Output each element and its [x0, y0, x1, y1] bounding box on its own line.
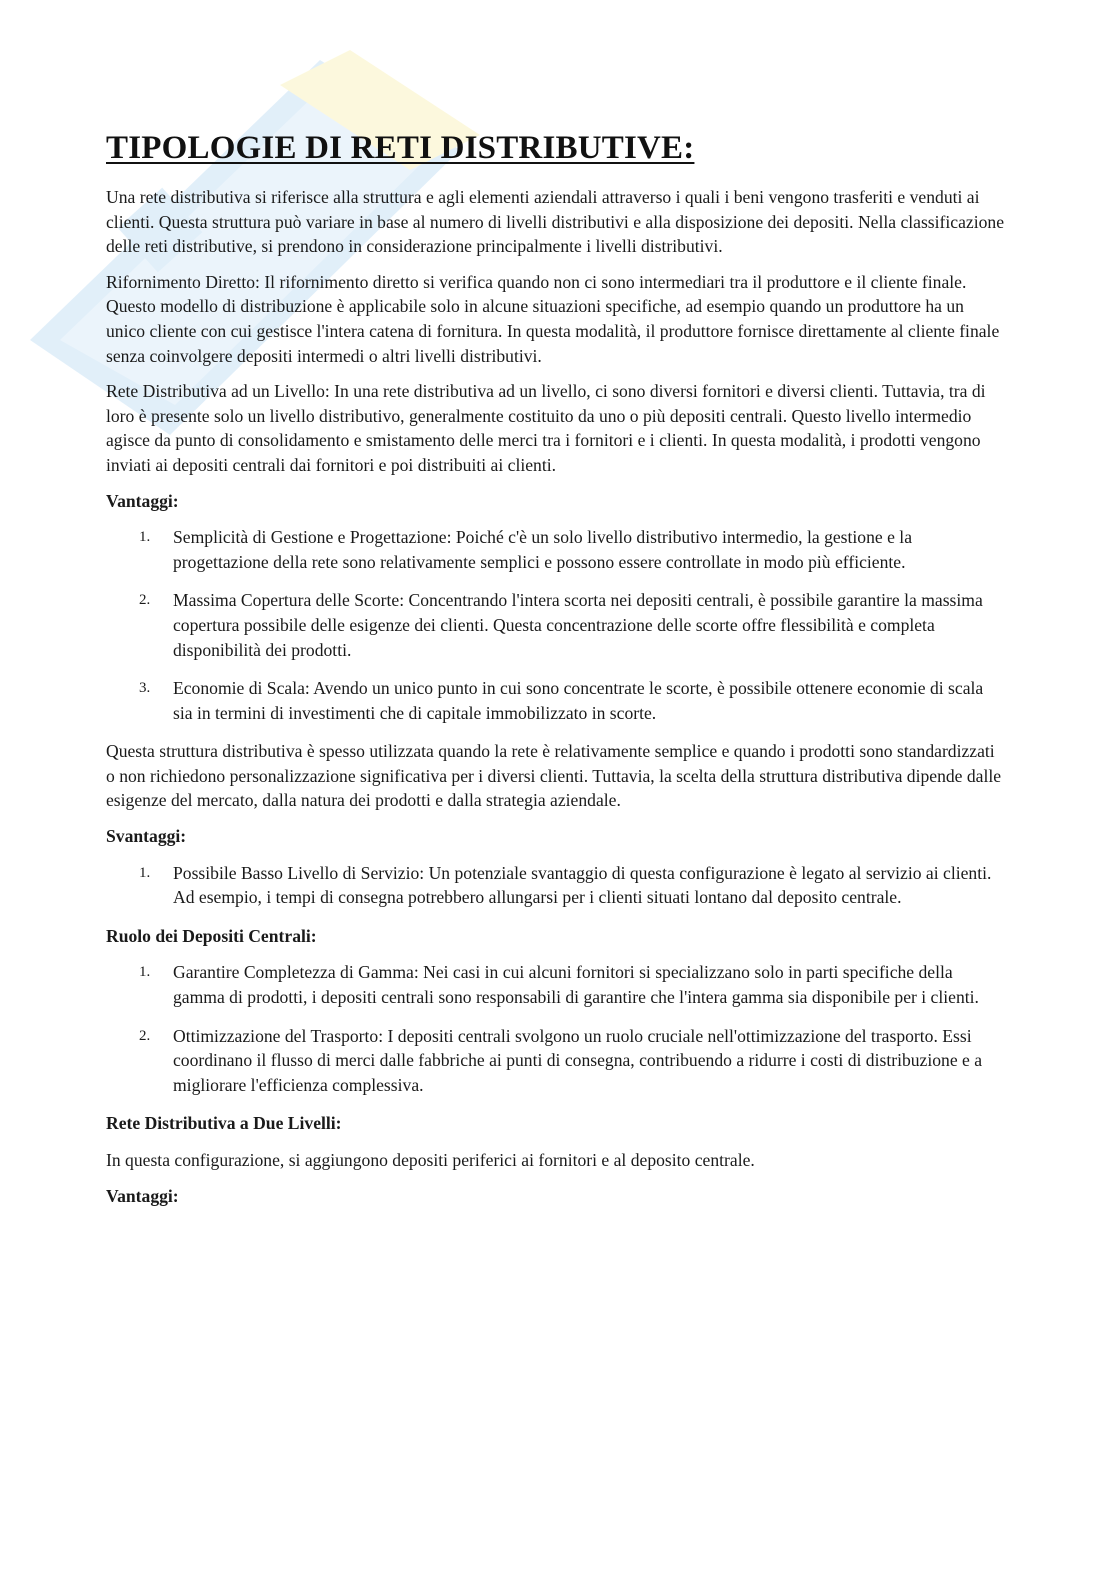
disadvantages-list [106, 861, 1006, 910]
list-item-text: Massima Copertura delle Scorte: Concentrando l'intera scorta nei depositi centrali, è possibile garantire la massima copertura possibile delle esigenze dei clienti. Questa concentrazione delle scorte offre flessibilità e completa disponibilità dei prodotti. [173, 590, 983, 660]
two-level-paragraph: In questa configurazione, si aggiungono depositi periferici ai fornitori e al deposito centrale. [106, 1150, 755, 1170]
list-item [106, 960, 1006, 1009]
central-role-heading: Ruolo dei Depositi Centrali: [106, 925, 317, 946]
list-item-number: 2. [139, 1027, 151, 1044]
central-role-list [106, 960, 1006, 1097]
advantages2-heading: Vantaggi: [106, 1185, 179, 1206]
advantages-heading: Vantaggi: [106, 490, 179, 511]
structure-note-paragraph: Questa struttura distributiva è spesso utilizzata quando la rete è relativamente semplice e quando i prodotti sono standardizzati o non richiedono personalizzazione significativa per i diversi clienti. Tuttavia, la scelta della struttura distributiva dipende dalle esigenze del mercato, dalla natura dei prodotti e dalla strategia aziendale. [106, 741, 1002, 811]
list-item [106, 861, 1006, 910]
direct-supply-paragraph: Rifornimento Diretto: Il rifornimento diretto si verifica quando non ci sono intermediari tra il produttore e il cliente finale. Questo modello di distribuzione è applicabile solo in alcune situazioni specifiche, ad esempio quando un produttore ha un unico cliente con cui gestisce l'intera catena di fornitura. In questa modalità, il produttore fornisce direttamente al cliente finale senza coinvolgere depositi intermedi o altri livelli distributivi. [106, 271, 1000, 366]
list-item-text: Economie di Scala: Avendo un unico punto in cui sono concentrate le scorte, è possibile ottenere economie di scala sia in termini di investimenti che di capitale immobilizzato in scorte. [173, 678, 984, 723]
list-item [106, 525, 1006, 574]
list-item [106, 588, 1006, 662]
document-page [106, 130, 1006, 1220]
list-item-number: 1. [139, 964, 151, 981]
one-level-paragraph: Rete Distributiva ad un Livello: In una rete distributiva ad un livello, ci sono diversi fornitori e diversi clienti. Tuttavia, tra di loro è presente solo un livello distributivo, generalmente costituito da uno o più depositi centrali. Questo livello intermedio agisce da punto di consolidamento e smistamento delle merci tra i fornitori e i clienti. In questa modalità, i prodotti vengono inviati ai depositi centrali dai fornitori e poi distribuiti ai clienti. [106, 381, 986, 475]
list-item-number: 1. [139, 864, 151, 881]
list-item-text: Ottimizzazione del Trasporto: I depositi centrali svolgono un ruolo cruciale nell'ottimizzazione del trasporto. Essi coordinano il flusso di merci dalle fabbriche ai punti di consegna, contribuendo a ridurre i costi di distribuzione e a migliorare l'efficienza complessiva. [173, 1025, 983, 1095]
intro-paragraph: Una rete distributiva si riferisce alla struttura e agli elementi aziendali attraverso i quali i beni vengono trasferiti e venduti ai clienti. Questa struttura può variare in base al numero di livelli distributivi e alla disposizione dei depositi. Nella classificazione delle reti distributive, si prendono in considerazione principalmente i livelli distributivi. [106, 187, 1005, 257]
list-item-text: Garantire Completezza di Gamma: Nei casi in cui alcuni fornitori si specializzano solo in parti specifiche della gamma di prodotti, i depositi centrali sono responsabili di garantire che l'intera gamma sia disponibile per i clienti. [173, 962, 979, 1008]
list-item-text: Semplicità di Gestione e Progettazione: Poiché c'è un solo livello distributivo intermedio, la gestione e la progettazione della rete sono relativamente semplici e possono essere controllate in modo più efficiente. [173, 527, 913, 572]
list-item [106, 1024, 1006, 1098]
disadvantages-heading: Svantaggi: [106, 826, 187, 847]
list-item-number: 3. [139, 680, 151, 697]
advantages-list [106, 525, 1006, 725]
two-level-heading: Rete Distributiva a Due Livelli: [106, 1113, 342, 1134]
document-title: TIPOLOGIE DI RETI DISTRIBUTIVE: [106, 130, 695, 166]
list-item-text: Possibile Basso Livello di Servizio: Un potenziale svantaggio di questa configurazione è legato al servizio ai clienti. Ad esempio, i tempi di consegna potrebbero allungarsi per i clienti situati lontano dal deposito centrale. [173, 862, 992, 908]
list-item-number: 1. [139, 529, 151, 546]
list-item [106, 676, 1006, 725]
list-item-number: 2. [139, 592, 151, 609]
